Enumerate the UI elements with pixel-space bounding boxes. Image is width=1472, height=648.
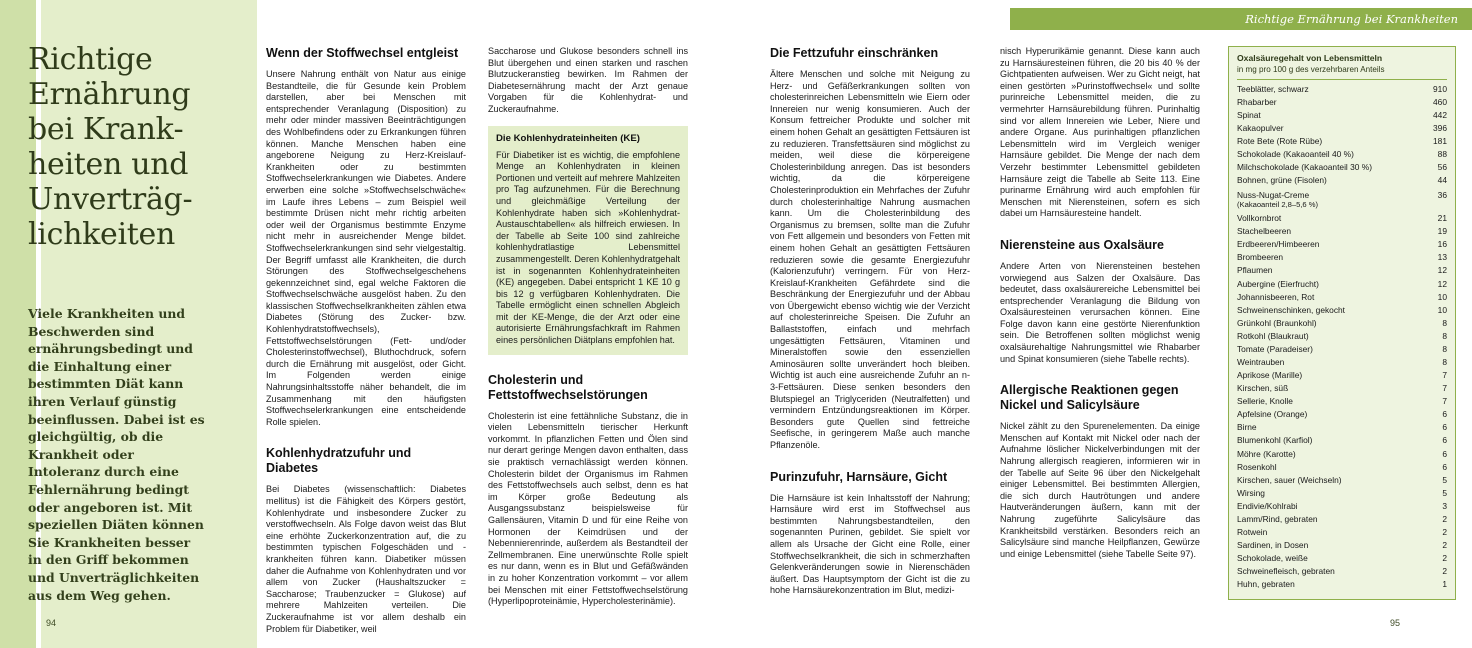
oxalic-value-cell: 8 (1442, 343, 1447, 354)
food-name: Weintrauben (1237, 357, 1285, 368)
table-row (1237, 329, 1447, 342)
food-name: Aprikose (Marille) (1237, 370, 1303, 381)
table-row (1237, 264, 1447, 277)
table-row (1237, 83, 1447, 96)
section-heading: Allergische Reaktionen gegen Nickel und Salicylsäure (1000, 383, 1179, 413)
table-row (1237, 408, 1447, 421)
food-name: Schokolade, weiße (1237, 553, 1308, 564)
food-name: Tomate (Paradeiser) (1237, 343, 1313, 354)
table-row (1237, 539, 1447, 552)
food-name: Spinat (1237, 110, 1261, 121)
food-name: Teeblätter, schwarz (1237, 83, 1309, 94)
body-paragraph: Andere Arten von Nierensteinen bestehen vorwiegend aus Salzen der Oxalsäure. Das bedeutet, dass oxalsäurereiche Lebensmittel bei entsprechender Veranlagung die Bildung von Oxalsäuresteinen verursachen können. Eine Folge davon kann eine gestörte Nierenfunktion sein. Die Betroffenen sollten möglichst wenig oxalsäurehaltige Nahrungsmittel wie Rhabarber und Spinat konsumieren (siehe Tabelle rechts). (1000, 260, 1200, 364)
table-row (1237, 109, 1447, 122)
table-row (1237, 434, 1447, 447)
table-row (1237, 135, 1447, 148)
section-heading: Die Fettzufuhr einschränken (770, 46, 939, 60)
food-name: Kirschen, süß (1237, 383, 1289, 394)
panel-rule (257, 0, 258, 648)
food-name-cell (1237, 329, 1407, 342)
oxalic-value-cell: 5 (1442, 487, 1447, 498)
food-name: Erdbeeren/Himbeeren (1237, 239, 1320, 250)
oxalic-value-cell: 8 (1442, 317, 1447, 328)
food-name: Brombeeren (1237, 252, 1284, 263)
table-row (1237, 486, 1447, 499)
oxalic-value-cell: 10 (1437, 291, 1447, 302)
food-name-cell (1237, 148, 1407, 161)
food-name-cell (1237, 251, 1407, 264)
food-name-cell (1237, 486, 1407, 499)
food-name-cell (1237, 96, 1407, 109)
food-name: Schokolade (Kakaoanteil 40 %) (1237, 149, 1354, 160)
food-name: Rosenkohl (1237, 461, 1277, 472)
oxalic-value-cell: 2 (1442, 553, 1447, 564)
table-row (1237, 382, 1447, 395)
oxalic-value-cell: 12 (1437, 278, 1447, 289)
table-row (1237, 251, 1447, 264)
oxalic-value-cell: 396 (1433, 123, 1447, 134)
oxalic-value-cell: 19 (1437, 226, 1447, 237)
food-name-cell (1237, 122, 1407, 135)
food-name: Nuss-Nugat-Creme (1237, 189, 1310, 200)
food-name-cell (1237, 395, 1407, 408)
food-name-cell (1237, 565, 1407, 578)
sidebar-box (488, 126, 688, 355)
table-row (1237, 174, 1447, 187)
food-name-cell (1237, 539, 1407, 552)
food-name: Wirsing (1237, 487, 1265, 498)
oxalic-value-cell: 7 (1442, 396, 1447, 407)
food-name-cell (1237, 316, 1407, 329)
oxalic-value-cell: 8 (1442, 330, 1447, 341)
food-name: Bohnen, grüne (Fisolen) (1237, 175, 1327, 186)
oxalic-value-cell: 44 (1437, 175, 1447, 186)
food-name: Möhre (Karotte) (1237, 448, 1296, 459)
food-name-cell (1237, 161, 1407, 174)
oxalic-value-cell: 2 (1442, 513, 1447, 524)
oxalic-value-cell: 6 (1442, 435, 1447, 446)
table-subtitle: in mg pro 100 g des verzehrbaren Anteils (1237, 64, 1385, 74)
food-name: Johannisbeeren, Rot (1237, 291, 1315, 302)
food-name-cell (1237, 499, 1407, 512)
oxalic-value-cell: 5 (1442, 474, 1447, 485)
table-row (1237, 316, 1447, 329)
oxalic-value-cell: 8 (1442, 357, 1447, 368)
oxalic-value-cell: 21 (1437, 213, 1447, 224)
intro-paragraph: Viele Krankheiten und Beschwerden sind ernährungsbedingt und die Einhaltung einer bestimmten Diät kann ihren Verlauf günstig beeinflussen. Dabei ist es gleichgültig, ob die Krankheit oder Intoleranz durch eine Fehlernährung bedingt oder angeboren ist. Mit speziellen Diäten können Sie Krankheiten besser in den Griff bekommen und Unverträglichkeiten aus dem Weg gehen. (28, 306, 205, 603)
table-rule (1237, 79, 1447, 80)
table-row (1237, 526, 1447, 539)
oxalic-value-cell: 6 (1442, 422, 1447, 433)
food-name-cell (1237, 225, 1407, 238)
oxalic-value-cell: 10 (1437, 304, 1447, 315)
oxalic-value-cell: 910 (1433, 83, 1447, 94)
food-name-note: (Kakaoanteil 2,8–5,6 %) (1237, 199, 1319, 209)
body-paragraph: Bei Diabetes (wissenschaftlich: Diabetes mellitus) ist die Fähigkeit des Körpers gestört, Kohlenhydrate und insbesondere Zucker zu verstoffwechseln. Als Folge davon weist das Blut eine erhöhte Zuckerkonzentration auf, die zu bestimmten typischen Folgeschäden und -krankheiten führen kann. Diabetiker müssen daher die Aufnahme von Kohlenhydraten und vor allem von Zucker (Haushaltszucker = Saccharose; Traubenzucker = Glukose) auf mehrere Mahlzeiten verteilen. Die Zuckeraufnahme ist vor allem deshalb ein Problem für Diabetiker, weil (266, 484, 466, 634)
oxalic-value-cell: 460 (1433, 97, 1447, 108)
oxalic-value-cell: 7 (1442, 370, 1447, 381)
table-row (1237, 303, 1447, 316)
food-name: Sellerie, Knolle (1237, 396, 1293, 407)
food-name-cell (1237, 460, 1407, 473)
oxalic-value-cell: 6 (1442, 448, 1447, 459)
food-name: Birne (1237, 422, 1257, 433)
section-heading: Nierensteine aus Oxalsäure (1000, 237, 1164, 252)
table-row (1237, 122, 1447, 135)
text-column-2 (488, 46, 688, 608)
food-name: Lamm/Rind, gebraten (1237, 513, 1318, 524)
food-name-cell (1237, 408, 1407, 421)
food-name-cell (1237, 303, 1407, 316)
oxalic-value-cell: 7 (1442, 383, 1447, 394)
section-heading: Purinzufuhr, Harnsäure, Gicht (770, 469, 948, 484)
food-name: Pflaumen (1237, 265, 1273, 276)
oxalic-value-cell: 442 (1433, 110, 1447, 121)
food-name: Aubergine (Eierfrucht) (1237, 278, 1319, 289)
table-row (1237, 212, 1447, 225)
oxalic-value-cell: 1 (1442, 579, 1447, 590)
food-name-cell (1237, 238, 1407, 251)
table-row (1237, 578, 1447, 591)
food-name-cell (1237, 277, 1407, 290)
oxalic-acid-table (1228, 46, 1456, 600)
food-name-cell (1237, 290, 1407, 303)
food-name-cell (1237, 513, 1407, 526)
table-row (1237, 473, 1447, 486)
page-title: Richtige Ernährung bei Krankheiten und Unverträglichkeiten (28, 42, 193, 252)
food-name: Stachelbeeren (1237, 226, 1292, 237)
food-name-cell (1237, 174, 1407, 187)
food-name: Milchschokolade (Kakaoanteil 30 %) (1237, 162, 1373, 173)
food-name-cell (1237, 212, 1407, 225)
table-row (1237, 552, 1447, 565)
sidebar-box-text: Für Diabetiker ist es wichtig, die empfohlene Menge an Kohlenhydraten in kleinen Portionen und verteilt auf mehrere Mahlzeiten pro Tag aufzunehmen. Für die Berechnung und gleichmäßige Verteilung der Kohlenhydrate haben sich »Kohlenhydrat-Austauschtabellen« als hilfreich erwiesen. In der Tabelle ab Seite 100 sind zahlreiche kohlenhydratlastige Lebensmittel zusammengestellt. Deren Kohlenhydratgehalt ist in sogenannten Kohlenhydrateinheiten (KE) angegeben. Dabei entspricht 1 KE 10 g bis 12 g verfügbaren Kohlenhydraten. Die Tabelle ermöglicht einen schnellen Abgleich mit der KE-Menge, die der Arzt oder eine autorisierte Ernährungsfachkraft im Rahmen eines persönlichen Diätplans empfohlen hat. (496, 149, 681, 346)
food-name-cell (1237, 473, 1407, 486)
food-name: Blumenkohl (Karfiol) (1237, 435, 1313, 446)
oxalic-value-cell: 12 (1437, 265, 1447, 276)
table-row (1237, 395, 1447, 408)
text-column-1 (266, 46, 466, 635)
food-name-cell (1237, 578, 1407, 591)
table-row (1237, 225, 1447, 238)
food-name: Schweinefleisch, gebraten (1237, 566, 1335, 577)
oxalic-value-cell: 13 (1437, 252, 1447, 263)
table-body (1237, 83, 1447, 591)
food-name-cell (1237, 264, 1407, 277)
text-column-4 (1000, 46, 1200, 560)
table-row (1237, 238, 1447, 251)
table-row (1237, 290, 1447, 303)
table-row (1237, 565, 1447, 578)
food-name: Endivie/Kohlrabi (1237, 500, 1298, 511)
table-title: Oxalsäuregehalt von Lebensmitteln (1237, 53, 1383, 63)
food-name: Rhabarber (1237, 97, 1277, 108)
body-paragraph: Die Harnsäure ist kein Inhaltsstoff der Nahrung; Harnsäure wird erst im Stoffwechsel aus bestimmten Nahrungsbestandteilen, den sogenannten Purinen, gebildet. Sie spielt vor allem als Ursache der Gicht eine Rolle, einer Stoffwechselkrankheit, die sich in schmerzhaften Gelenkveränderungen sowie in Nierenschäden äußert. Das Hauptsymptom der Gicht ist die zu hohe Harnsäurekonzentration im Blut, medizi- (770, 492, 970, 596)
food-name: Rote Bete (Rote Rübe) (1237, 136, 1323, 147)
table-row (1237, 447, 1447, 460)
table-row (1237, 148, 1447, 161)
section-heading: Wenn der Stoffwechsel entgleist (266, 46, 459, 60)
food-name-cell (1237, 369, 1407, 382)
oxalic-value-cell: 3 (1442, 500, 1447, 511)
food-name: Grünkohl (Braunkohl) (1237, 317, 1317, 328)
body-paragraph: Nickel zählt zu den Spurenelementen. Da einige Menschen auf Kontakt mit Nickel oder nach der Aufnahme löslicher Nickelverbindungen mit der Nahrung allergisch reagieren, informieren wir in der Tabelle auf Seite 96 über den Nickelgehalt einiger Lebensmittel. Bei bestimmten Allergien, die sich durch Hautrötungen und andere Hautveränderungen äußern, kann mit der Nahrung zugeführte Salicylsäure das Krankheitsbild verstärken. Besonders reich an Salicylsäure sind manche Heilpflanzen, Gewürze und einige Lebensmittel (siehe Tabelle Seite 97). (1000, 421, 1200, 559)
running-head (1010, 8, 1472, 30)
oxalic-value-cell: 16 (1437, 239, 1447, 250)
food-name-cell (1237, 135, 1407, 148)
folio-left: 94 (46, 618, 57, 628)
sidebar-box-heading: Die Kohlenhydrateinheiten (KE) (496, 132, 640, 144)
oxalic-value-cell: 56 (1437, 162, 1447, 173)
table-row (1237, 369, 1447, 382)
oxalic-value-cell: 2 (1442, 540, 1447, 551)
table-row (1237, 513, 1447, 526)
food-name-cell (1237, 109, 1407, 122)
text-column-3 (770, 46, 970, 597)
section-heading: Cholesterin und Fettstoffwechselstörungen (488, 372, 648, 402)
oxalic-value-cell: 2 (1442, 566, 1447, 577)
table-row (1237, 343, 1447, 356)
food-name: Rotkohl (Blaukraut) (1237, 330, 1309, 341)
food-name-cell (1237, 187, 1407, 212)
food-name-cell (1237, 526, 1407, 539)
food-name: Sardinen, in Dosen (1237, 540, 1309, 551)
food-name-cell (1237, 421, 1407, 434)
food-name: Kakaopulver (1237, 123, 1284, 134)
section-heading: Kohlenhydratzufuhr und Diabetes (266, 446, 412, 476)
food-name-cell (1237, 552, 1407, 565)
folio-right: 95 (1390, 618, 1401, 628)
table-row (1237, 421, 1447, 434)
table-row (1237, 277, 1447, 290)
body-paragraph: Ältere Menschen und solche mit Neigung zu Herz- und Gefäßerkrankungen sollten von cholesterinreichen Lebensmitteln wie Eiern oder Innereien nur wenig konsumieren. Auch der Konsum fettreicher Produkte und solcher mit einem hohen Gehalt an gesättigten Fettsäuren ist zu reduzieren. Transfettsäuren sind möglichst zu meiden, weil diese die körpereigene Cholesterinbildung anregen. Das ist besonders wichtig, da die körpereigene Cholesterinproduktion ein Mehrfaches der Zufuhr durch cholesterinhaltige Nahrung ausmachen kann. Um die Cholesterinbildung des Organismus zu bremsen, sollte man die Zufuhr von Fett allgemein und besonders von Fetten mit einem hohen Gehalt an gesättigten Fettsäuren reduzieren sowie die gesamte Energiezufuhr (Kalorienzufuhr) verringern. Für von Herz-Kreislauf-Krankheiten Gefährdete sind die Beschränkung der Energiezufuhr und der Abbau von Übergewicht ebenso wichtig wie der Verzicht auf cholesterinreiche Speisen. Die Zufuhr an Ballaststoffen, einfach und mehrfach ungesättigten Fettsäuren, Vitaminen und Mineralstoffen sowie den essenziellen Aminosäuren sollte unverändert hoch bleiben. Wichtig ist auch eine ausreichende Zufuhr an n-3-Fettsäuren. Diese senken besonders den Blutspiegel an Triglyceriden (Neutralfetten) und vermindern Entzündungsreaktionen im Körper. Besonders gute Quellen sind fettreiche Seefische, in geringerem Maße auch manche Pflanzenöle. (770, 69, 970, 450)
running-head-text: Richtige Ernährung bei Krankheiten (1245, 12, 1458, 26)
oxalic-value-cell: 6 (1442, 461, 1447, 472)
oxalic-value-cell: 181 (1433, 136, 1447, 147)
food-name-cell (1237, 83, 1407, 96)
oxalic-value-cell: 6 (1442, 409, 1447, 420)
food-name: Schweinenschinken, gekocht (1237, 304, 1346, 315)
table-row (1237, 161, 1447, 174)
oxalic-value-cell: 36 (1437, 189, 1447, 200)
body-paragraph: Unsere Nahrung enthält von Natur aus einige Bestandteile, die für Gesunde kein Problem darstellen, aber bei Menschen mit entsprechender Veranlagung (Disposition) zu mehr oder minder massiven Beeinträchtigungen des Wohlbefindens oder zu Erkrankungen führen können. Manche Menschen haben eine angeborene Neigung zu Herz-Kreislauf-Krankheiten oder zu bestimmten Stoffwechselerkrankungen wie Diabetes. Andere erwerben eine solche »Stoffwechselschwäche« im Laufe ihres Lebens – zum Beispiel weil bestimmte Drüsen nicht mehr richtig arbeiten oder weil der Organismus bestimmte Enzyme nicht mehr in ausreichender Menge bildet. Stoffwechselerkrankungen sind sehr vielgestaltig. Der Begriff umfasst alle Krankheiten, die durch Störungen des Stoffwechselgeschehens gekennzeichnet sind, egal welche Faktoren die Stoffwechselschwäche ausgelöst haben. Zu den klassischen Stoffwechselkrankheiten zählen etwa Diabetes (Störung des Zucker- bzw. Kohlenhydratstoffwechsels), Fettstoffwechselstörungen (Fett- und/oder Cholesterinstoffwechsel), Bluthochdruck, sofern durch die Ernährung mit ausgelöst, oder Gicht. Im Folgenden werden einige Nahrungsinhaltsstoffe näher behandelt, die im Zusammenhang mit den häufigsten Stoffwechselerkrankungen eine entscheidende Rolle spielen. (266, 69, 466, 427)
food-name: Huhn, gebraten (1237, 579, 1295, 590)
table-row (1237, 96, 1447, 109)
food-name-cell (1237, 343, 1407, 356)
body-paragraph: Cholesterin ist eine fettähnliche Substanz, die in vielen Lebensmitteln tierischer Herkunft vorkommt. In pflanzlichen Fetten und Ölen sind nur derart geringe Mengen davon enthalten, dass sie praktisch vernachlässigt werden können. Cholesterin bildet der Organismus im Rahmen des Fettstoffwechsels auch selbst, denn es hat im Körper große Bedeutung als Ausgangssubstanz beispielsweise für Gallensäuren, Vitamin D und für eine Reihe von Hormonen der Keimdrüsen und der Nebennierenrinde, außerdem als Bestandteil der Zellmembranen. Eine unerwünschte Rolle spielt es nur dann, wenn es in Blut und Gefäßwänden in zu hoher Konzentration vorkommt – vor allem bei Menschen mit einer Fettstoffwechselstörung (Hyperlipoproteinämie, Hypercholesterinämie). (488, 410, 688, 607)
food-name-cell (1237, 356, 1407, 369)
food-name: Kirschen, sauer (Weichseln) (1237, 474, 1342, 485)
food-name-cell (1237, 382, 1407, 395)
oxalic-value-cell: 88 (1437, 149, 1447, 160)
body-paragraph: nisch Hyperurikämie genannt. Diese kann auch zu Harnsäuresteinen führen, die 20 bis 40 % der Gichtpatienten aufweisen. Wer zu Gicht neigt, hat einen gestörten »Purinstoffwechsel« und sollte purinreiche Lebensmittel meiden, die zu vermehrter Harnsäurebildung führen. Purinhaltig sind vor allem Innereien wie Leber, Niere und andere Organe. Aus purinhaltigen pflanzlichen Lebensmitteln wird im Vergleich weniger Harnsäure gebildet. Die Menge der nach dem Verzehr bestimmter Lebensmittel gebildeten Harnsäure zeigt die Tabelle ab Seite 113. Eine purinarme Ernährung wird auch empfohlen für Menschen mit Nierensteinen, sofern es sich dabei um Harnsäuresteine handelt. (1000, 46, 1200, 219)
table-row (1237, 499, 1447, 512)
body-paragraph: Saccharose und Glukose besonders schnell ins Blut übergehen und einen starken und raschen Blutzuckeranstieg bewirken. Im Rahmen der Diabetesernährung macht der Arzt genaue Vorgaben für die Kohlenhydrat- und Zuckeraufnahme. (488, 46, 688, 114)
food-name: Rotwein (1237, 527, 1268, 538)
table-row (1237, 356, 1447, 369)
table-row (1237, 460, 1447, 473)
food-name: Vollkornbrot (1237, 213, 1282, 224)
food-name: Apfelsine (Orange) (1237, 409, 1308, 420)
food-name-cell (1237, 447, 1407, 460)
table-row (1237, 187, 1447, 212)
food-name-cell (1237, 434, 1407, 447)
oxalic-value-cell: 2 (1442, 527, 1447, 538)
